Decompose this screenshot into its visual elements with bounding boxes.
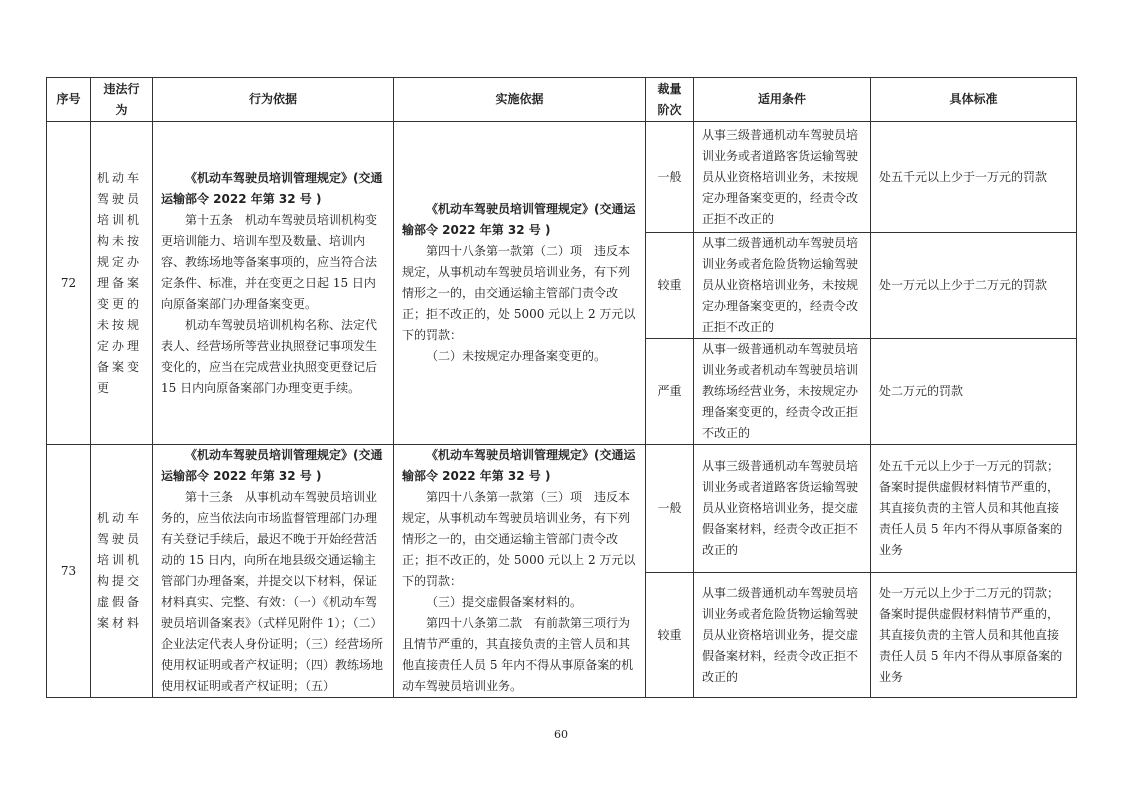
discretion-level: 一般 (646, 445, 694, 573)
impl-paragraph: 第四十八条第二款 有前款第三项行为且情节严重的，其直接负责的主管人员和其他直接责任人员 5 年内不得从事原备案的机动车驾驶员培训业务。 (402, 616, 634, 693)
header-behavior: 违法行为 (91, 78, 153, 122)
legal-basis (153, 122, 394, 445)
implementation-basis (394, 445, 646, 698)
header-condition: 适用条件 (694, 78, 871, 122)
discretion-level: 严重 (646, 339, 694, 445)
specific-standard: 处二万元的罚款 (871, 339, 1077, 445)
basis-title: 《机动车驾驶员培训管理规定》(交通运输部令 2022 年第 32 号 ) (161, 448, 383, 483)
implementation-basis (394, 122, 646, 445)
basis-paragraph: 机动车驾驶员培训机构名称、法定代表人、经营场所等营业执照登记事项发生变化的，应当在完成营业执照变更登记后 15 日内向原备案部门办理变更手续。 (161, 317, 378, 395)
applicable-condition: 从事三级普通机动车驾驶员培训业务或者道路客货运输驾驶员从业资格培训业务，未按规定办理备案变更的，经责令改正拒不改正的 (694, 122, 871, 233)
applicable-condition: 从事三级普通机动车驾驶员培训业务或者道路客货运输驾驶员从业资格培训业务，提交虚假备案材料，经责令改正拒不改正的 (694, 445, 871, 573)
impl-paragraph: （二）未按规定办理备案变更的。 (426, 349, 607, 363)
row-number: 72 (47, 122, 91, 445)
violation-behavior: 机动车驾驶员培训机构未按规定办理备案变更的未按规定办理备案变更 (91, 122, 153, 445)
violation-behavior: 机动车驾驶员培训机构提交虚假备案材料 (91, 445, 153, 698)
header-level: 裁量阶次 (646, 78, 694, 122)
discretion-level: 较重 (646, 573, 694, 698)
discretion-level: 一般 (646, 122, 694, 233)
header-implementation: 实施依据 (394, 78, 646, 122)
penalty-table (46, 77, 1077, 698)
row-number: 73 (47, 445, 91, 698)
specific-standard: 处五千元以上少于一万元的罚款 (871, 122, 1077, 233)
specific-standard: 处五千元以上少于一万元的罚款；备案时提供虚假材料情节严重的，其直接负责的主管人员和其他直接责任人员 5 年内不得从事原备案的业务 (871, 445, 1077, 573)
table-header (47, 78, 1077, 122)
table-row (47, 445, 1077, 573)
basis-paragraph: 第十五条 机动车驾驶员培训机构变更培训能力、培训车型及数量、培训内容、教练场地等备案事项的，应当符合法定条件、标准，并在变更之日起 15 日内向原备案部门办理备案变更。 (161, 212, 378, 311)
impl-title: 《机动车驾驶员培训管理规定》(交通运输部令 2022 年第 32 号 ) (402, 202, 636, 237)
basis-title: 《机动车驾驶员培训管理规定》(交通运输部令 2022 年第 32 号 ) (161, 170, 383, 206)
specific-standard: 处一万元以上少于二万元的罚款；备案时提供虚假材料情节严重的，其直接负责的主管人员和其他直接责任人员 5 年内不得从事原备案的业务 (871, 573, 1077, 698)
impl-paragraph: 第四十八条第一款第（二）项 违反本规定，从事机动车驾驶员培训业务，有下列情形之一的，由交通运输主管部门责令改正；拒不改正的，处 5000 元以上 2 万元以下的罚款： (402, 244, 636, 342)
discretion-level: 较重 (646, 233, 694, 339)
impl-paragraph: （三）提交虚假备案材料的。 (426, 595, 583, 609)
header-no: 序号 (47, 78, 91, 122)
impl-paragraph: 第四十八条第一款第（三）项 违反本规定，从事机动车驾驶员培训业务，有下列情形之一的，由交通运输主管部门责令改正；拒不改正的，处 5000 元以上 2 万元以下的罚款： (402, 490, 636, 588)
legal-basis (153, 445, 394, 698)
applicable-condition: 从事二级普通机动车驾驶员培训业务或者危险货物运输驾驶员从业资格培训业务，未按规定办理备案变更的，经责令改正拒不改正的 (694, 233, 871, 339)
page-number: 60 (554, 728, 568, 741)
basis-paragraph: 第十三条 从事机动车驾驶员培训业务的，应当依法向市场监督管理部门办理有关登记手续后，最迟不晚于开始经营活动的 15 日内，向所在地县级交通运输主管部门办理备案，并提交以下材料，保证材料真实、完整、有效：（一）《机动车驾驶员培训备案表》（式样见附件 1）；（二）企业法定代表人身份证明；（三）经营场所使用权证明或者产权证明；（四）教练场地使用权证明或者产权证明；（五） (161, 490, 384, 693)
header-basis: 行为依据 (153, 78, 394, 122)
applicable-condition: 从事二级普通机动车驾驶员培训业务或者危险货物运输驾驶员从业资格培训业务，提交虚假备案材料，经责令改正拒不改正的 (694, 573, 871, 698)
specific-standard: 处一万元以上少于二万元的罚款 (871, 233, 1077, 339)
header-standard: 具体标准 (871, 78, 1077, 122)
impl-title: 《机动车驾驶员培训管理规定》(交通运输部令 2022 年第 32 号 ) (402, 448, 636, 483)
table-row (47, 122, 1077, 233)
applicable-condition: 从事一级普通机动车驾驶员培训业务或者机动车驾驶员培训教练场经营业务，未按规定办理备案变更的，经责令改正拒不改正的 (694, 339, 871, 445)
